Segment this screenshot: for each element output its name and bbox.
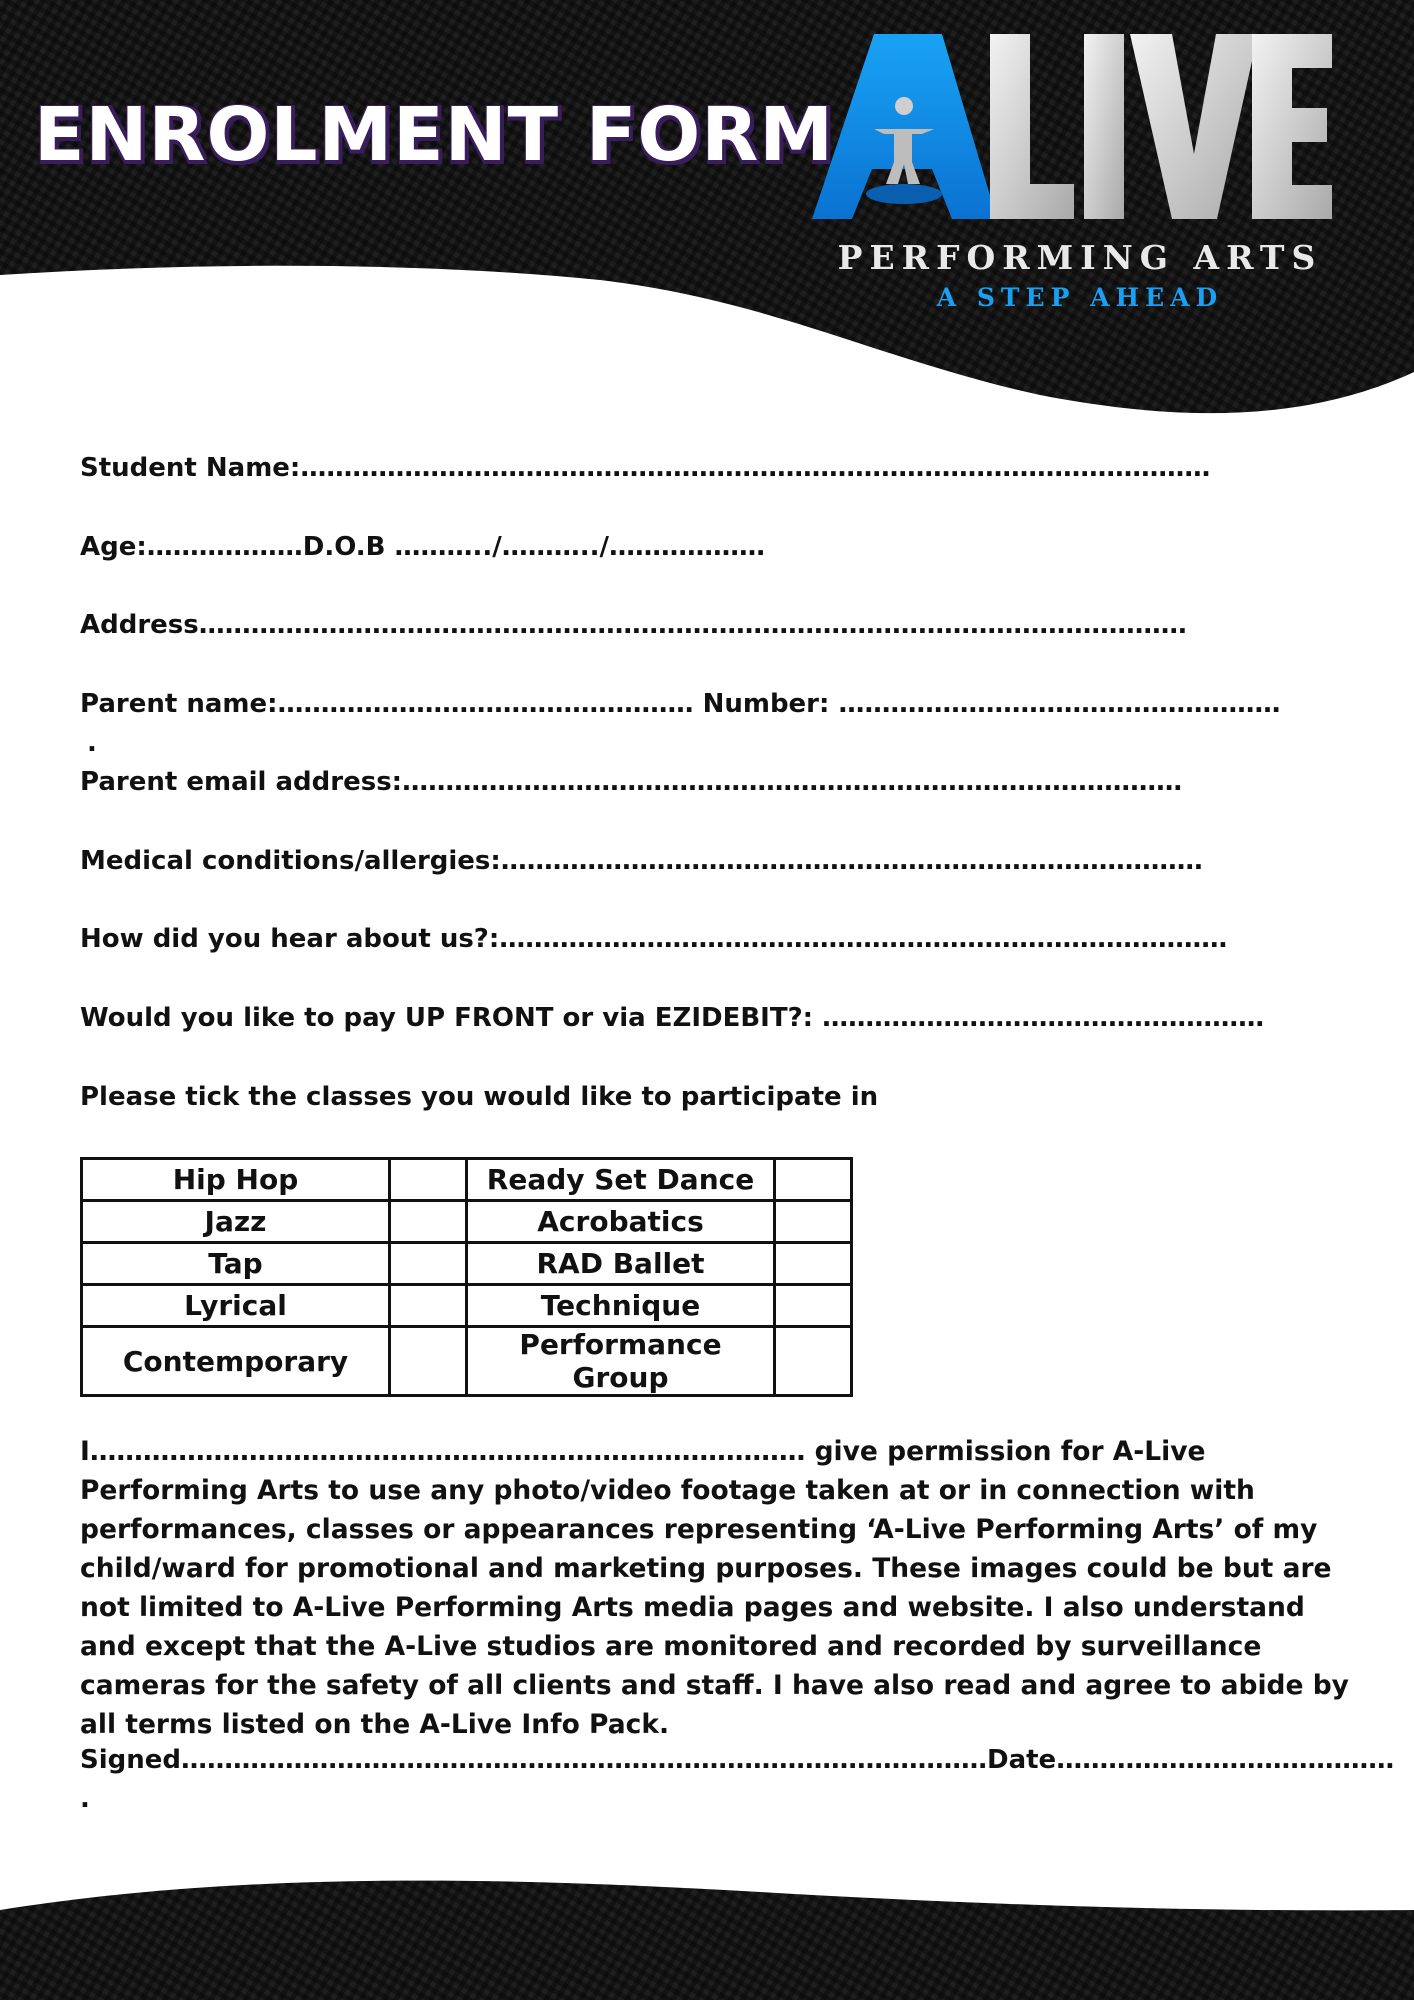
class-tick-box[interactable] (775, 1159, 852, 1201)
logo-subtitle: PERFORMING ARTS (837, 238, 1323, 277)
class-tick-box[interactable] (390, 1159, 467, 1201)
class-label: Hip Hop (82, 1159, 390, 1201)
parent-name-number-field[interactable]: Parent name:………………………………………… Number: …………………………………………… (80, 689, 1281, 719)
signature-date-field[interactable]: Signed…………………………………………………………………………………Date………………………………… (80, 1745, 1395, 1775)
page-title: ENROLMENT FORM (34, 92, 834, 178)
stray-dot: . (87, 728, 97, 758)
logo-tagline: A STEP AHEAD (936, 283, 1224, 312)
class-label: Contemporary (82, 1327, 390, 1396)
table-row (82, 1201, 852, 1243)
classes-table (80, 1157, 853, 1397)
tick-instruction: Please tick the classes you would like to participate in (80, 1082, 879, 1112)
class-tick-box[interactable] (390, 1327, 467, 1396)
class-label: Performance Group (467, 1327, 775, 1396)
footer-background (0, 1870, 1414, 2000)
alive-logo (812, 34, 1332, 234)
stray-dot: . (80, 1784, 90, 1814)
class-tick-box[interactable] (775, 1201, 852, 1243)
class-label: RAD Ballet (467, 1243, 775, 1285)
table-row (82, 1243, 852, 1285)
age-dob-field[interactable]: Age:………………D.O.B ………../………../……………… (80, 532, 766, 562)
class-label: Ready Set Dance (467, 1159, 775, 1201)
class-tick-box[interactable] (775, 1285, 852, 1327)
table-row (82, 1285, 852, 1327)
student-name-field[interactable]: Student Name:…………………………………………………………………………………………… (80, 453, 1211, 483)
payment-method-field[interactable]: Would you like to pay UP FRONT or via EZIDEBIT?: …………………………………………… (80, 1003, 1265, 1033)
address-field[interactable]: Address…………………………………………………………………………………………………… (80, 610, 1187, 640)
class-tick-box[interactable] (775, 1327, 852, 1396)
class-label: Acrobatics (467, 1201, 775, 1243)
class-label: Jazz (82, 1201, 390, 1243)
class-tick-box[interactable] (390, 1201, 467, 1243)
class-tick-box[interactable] (390, 1243, 467, 1285)
parent-email-field[interactable]: Parent email address:……………………………………………………………………………… (80, 767, 1183, 797)
class-label: Tap (82, 1243, 390, 1285)
medical-conditions-field[interactable]: Medical conditions/allergies:……………………………………………………………………… (80, 846, 1203, 876)
permission-statement: I……………………………………………………………………… give permission for A-Live Performing Arts to use any photo/video footage taken at or in connection with performances, classes or appearances representing ‘A-Live Performing Arts’ of my child/ward for promotional and marketing purposes. These images could be but are not limited to A-Live Performing Arts media pages and website. I also understand and except that the A-Live studios are monitored and recorded by surveillance cameras for the safety of all clients and staff. I have also read and agree to abide by all terms listed on the A-Live Info Pack. (80, 1436, 1349, 1740)
class-tick-box[interactable] (390, 1285, 467, 1327)
class-tick-box[interactable] (775, 1243, 852, 1285)
class-label: Technique (467, 1285, 775, 1327)
table-row (82, 1159, 852, 1201)
hear-about-us-field[interactable]: How did you hear about us?:………………………………………………………………………… (80, 924, 1228, 954)
table-row (82, 1327, 852, 1396)
class-label: Lyrical (82, 1285, 390, 1327)
